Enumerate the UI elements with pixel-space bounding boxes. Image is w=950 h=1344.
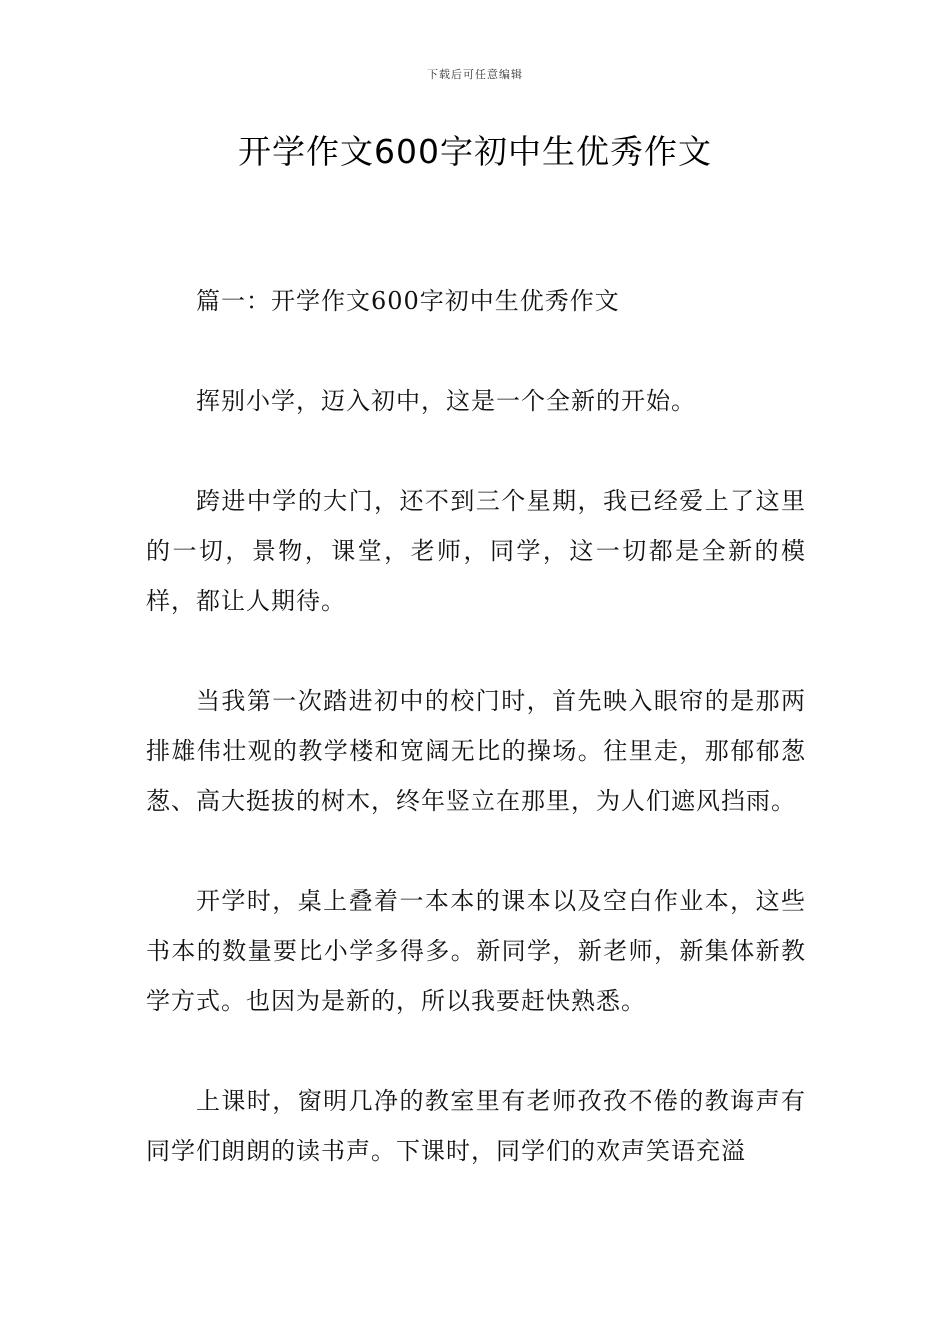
document-title: 开学作文600字初中生优秀作文: [238, 132, 712, 171]
paragraph-section-heading: 篇一：开学作文600字初中生优秀作文: [196, 287, 620, 315]
paragraph: 跨进中学的大门，还不到三个星期，我已经爱上了这里的一切，景物，课堂，老师，同学，这一切都是全新的模样，都让人期待。: [146, 487, 806, 615]
header-note: 下载后可任意编辑: [427, 68, 523, 81]
paragraph: 挥别小学，迈入初中，这是一个全新的开始。: [196, 387, 696, 415]
document-body: [146, 276, 806, 1226]
paragraph: 开学时，桌上叠着一本本的课本以及空白作业本，这些书本的数量要比小学多得多。新同学，新老师，新集体新教学方式。也因为是新的，所以我要赶快熟悉。: [146, 887, 806, 1015]
paragraph: 上课时，窗明几净的教室里有老师孜孜不倦的教诲声有同学们朗朗的读书声。下课时，同学们的欢声笑语充溢: [146, 1087, 806, 1165]
paragraph: 当我第一次踏进初中的校门时，首先映入眼帘的是那两排雄伟壮观的教学楼和宽阔无比的操场。往里走，那郁郁葱葱、高大挺拔的树木，终年竖立在那里，为人们遮风挡雨。: [146, 687, 806, 815]
